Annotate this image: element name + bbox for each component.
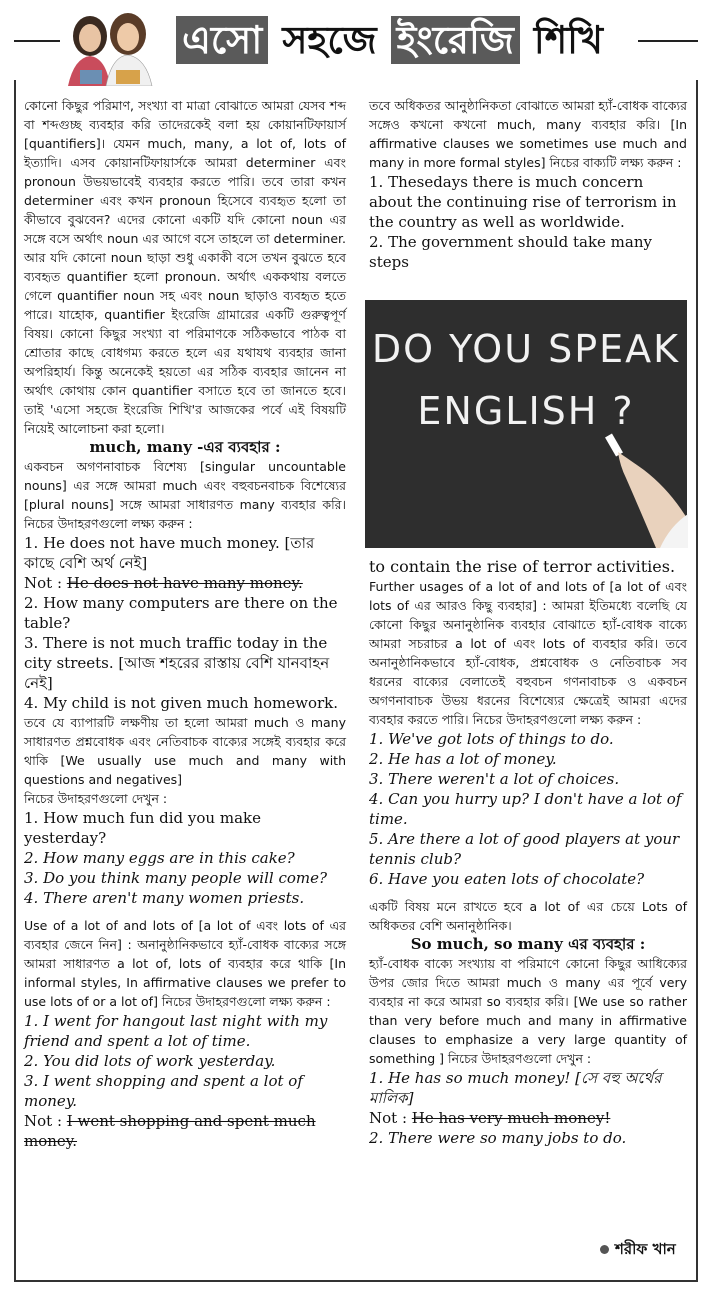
- not-example: [24, 1111, 346, 1151]
- not-label: Not :: [24, 1112, 67, 1130]
- example-item: 2. The government should take many steps: [369, 233, 652, 271]
- struck-text: He does not have many money.: [66, 574, 303, 592]
- example-item: 6. Have you eaten lots of chocolate?: [369, 870, 645, 888]
- paragraph-much-many: একবচন অগণনাবাচক বিশেষ্য [singular uncountable nouns] এর সঙ্গে আমরা much এবং বহুবচনবাচক বিশেষ্যের [plural nouns] সঙ্গে আমরা সাধারণত many ব্যবহার করি। নিচের উদাহরণগুলো লক্ষ্য করুন :: [24, 459, 346, 531]
- example-item: 2. There were so many jobs to do.: [369, 1129, 627, 1147]
- title-word-2: সহজে: [276, 16, 382, 64]
- bullet-dot-icon: [600, 1245, 609, 1254]
- paragraph-formal: তবে অধিকতর আনুষ্ঠানিকতা বোঝাতে আমরা হ্যাঁ-বোধক বাক্যের সঙ্গেও কখনো কখনো much, many ব্যবহার করি। [In affirmative clauses we sometimes use much and many in more formal styles] নিচের বাক্যটি লক্ষ্য করুন :: [369, 98, 687, 170]
- struck-text: I went shopping and spent much money.: [24, 1112, 316, 1150]
- paragraph-so-much: হ্যাঁ-বোধক বাক্যে সংখ্যায় বা পরিমাণে কোনো কিছুর আধিক্যের উপর জোর দিতে আমরা much ও many এর পূর্বে very ব্যবহার না করে আমরা so ব্যবহার করি। [We use so rather than very before much and many in affirmative clauses to emphasize a very large quantity of something ] নিচের উদাহরণগুলো দেখুন :: [369, 956, 687, 1066]
- paragraph-see-examples: নিচের উদাহরণগুলো দেখুন :: [24, 791, 168, 806]
- right-column-bottom: [369, 556, 687, 1148]
- not-label: Not :: [369, 1109, 412, 1127]
- continuation-text: to contain the rise of terror activities.: [369, 557, 676, 576]
- not-label: Not :: [24, 574, 67, 592]
- note-paragraph: একটি বিষয় মনে রাখতে হবে a lot of এর চেয়ে Lots of অধিকতর বেশি অনানুষ্ঠানিক।: [369, 899, 687, 933]
- example-item: 2. You did lots of work yesterday.: [24, 1052, 276, 1070]
- header-rule-right: [638, 40, 698, 42]
- example-item: 3. I went shopping and spent a lot of money.: [24, 1072, 303, 1110]
- example-item: 1. We've got lots of things to do.: [369, 730, 614, 748]
- subheading-much-many: much, many -এর ব্যবহার :: [89, 438, 281, 456]
- header-title: [176, 14, 609, 66]
- example-item: 3. There weren't a lot of choices.: [369, 770, 620, 788]
- chalkboard-line-1: DO YOU SPEAK: [371, 327, 681, 371]
- header: [0, 0, 711, 92]
- question-item: 3. Do you think many people will come?: [24, 869, 328, 887]
- question-item: 1. How much fun did you make yesterday?: [24, 809, 261, 847]
- example-item: 5. Are there a lot of good players at your tennis club?: [369, 830, 680, 868]
- example-item: 4. Can you hurry up? I don't have a lot of time.: [369, 790, 682, 828]
- not-example: [369, 1108, 687, 1128]
- paragraph-questions-negatives: তবে যে ব্যাপারটি লক্ষণীয় তা হলো আমরা much ও many সাধারণত প্রশ্নবোধক এবং নেতিবাচক বাক্যের সঙ্গেই ব্যবহার করে থাকি [We usually use much and many with questions and negatives]: [24, 715, 346, 787]
- example-item: 1. I went for hangout last night with my friend and spent a lot of time.: [24, 1012, 328, 1050]
- left-column: [24, 96, 346, 1151]
- author-name: শরীফ খান: [615, 1240, 676, 1258]
- struck-text: He has very much money!: [411, 1109, 611, 1127]
- example-item: 1. Thesedays there is much concern about the continuing rise of terrorism in the country as well as worldwide.: [369, 173, 677, 231]
- hand-with-chalk: [600, 430, 690, 548]
- example-item: 4. My child is not given much homework.: [24, 694, 339, 712]
- example-item: 3. There is not much traffic today in the city streets. [আজ শহরের রাস্তায় বেশি যানবাহন নেই]: [24, 634, 330, 692]
- example-item: 2. He has a lot of money.: [369, 750, 557, 768]
- header-rule-left: [14, 40, 66, 42]
- example-item: 1. He does not have much money. [তার কাছে বেশি অর্থ নেই]: [24, 534, 315, 572]
- right-column-top: [369, 96, 687, 272]
- example-item: 1. He has so much money! [সে বহু অর্থের মালিক]: [369, 1069, 662, 1107]
- title-word-1: এসো: [176, 16, 268, 64]
- subheading-so-much: So much, so many এর ব্যবহার :: [410, 935, 646, 953]
- not-example: [24, 573, 346, 593]
- chalkboard-line-2: ENGLISH ?: [417, 389, 635, 433]
- author-signature: [600, 1238, 676, 1263]
- title-word-3: ইংরেজি: [391, 16, 520, 64]
- two-girls-photo: [60, 6, 160, 86]
- paragraph-a-lot-of: Use of a lot of and lots of [a lot of এবং lots of এর ব্যবহার জেনে নিন] : অনানুষ্ঠানিকভাবে হ্যাঁ-বোধক বাক্যের সঙ্গে আমরা সাধারণত a lot of, lots of ব্যবহার করে থাকি [In informal styles, In affirmative clauses we prefer to use lots of or a lot of] নিচের উদাহরণগুলো লক্ষ্য করুন :: [24, 918, 346, 1009]
- chalkboard-text: [365, 318, 687, 442]
- paragraph-further-usages: Further usages of a lot of and lots of [a lot of এবং lots of এর আরও কিছু ব্যবহার] : আমরা ইতিমধ্যে বলেছি যে কোনো কিছুর অনানুষ্ঠানিক ব্যবহার বোঝাতে হ্যাঁ-বোধক বাক্যে আমরা সচরাচর a lot of এবং lots of ব্যবহার করি। তবে অনানুষ্ঠানিকভাবে হ্যাঁ-বোধক, প্রশ্নবোধক ও নেতিবাচক সব ধরনের বাক্যের বেলাতেই বহুবচন গণনাবাচক ও একবচন অগণনাবাচক উভয় ধরনের বিশেষ্যের ক্ষেত্রেই আমরা এদের ব্যবহার করতে পারি। নিচের উদাহরণগুলো লক্ষ্য করুন :: [369, 579, 687, 727]
- intro-paragraph: কোনো কিছুর পরিমাণ, সংখ্যা বা মাত্রা বোঝাতে আমরা যেসব শব্দ বা শব্দগুচ্ছ ব্যবহার করি তাদেরকেই বলা হয় কোয়ানটিফায়ার্স [quantifiers]। যেমন much, many, a lot of, lots of ইত্যাদি। এসব কোয়ানটিফায়ার্সকে আমরা determiner এবং pronoun উভয়ভাবেই ব্যবহার করতে পারি। তবে তারা কখন determiner এবং কখন pronoun হিসেবে ব্যবহৃত হলো তা কীভাবে বুঝবেন? এদের কোনো একটি যদি কোনো noun এর সঙ্গে বসে অর্থাৎ noun এর আগে বসে তাহলে তা determiner. আর যদি কোনো noun ছাড়া শুধু একাকী বসে তখন বুঝতে হবে ব্যবহৃত quantifier হলো pronoun. অর্থাৎ এককথায় বলতে গেলে quantifier noun সহ এবং noun ছাড়াও ব্যবহৃত হতে পারে। যাহোক, quantifier ইংরেজি গ্রামারের একটি গুরুত্বপূর্ণ বিষয়। কোনো কিছুর সংখ্যা বা পরিমাণকে সঠিকভাবে পাঠক বা শ্রোতার কাছে বোধগম্য করতে হলে এর যথাযথ ব্যবহার জানা অপরিহার্য। কিন্তু অনেকেই হয়তো এর সঠিক ব্যবহার জানেন না অর্থাৎ কোথায় কোন quantifier বসাতে হবে তা জানতে হবে। তাই 'এসো সহজে ইংরেজি শিখি'র আজকের পর্বে এই বিষয়টি নিয়েই আলোচনা করা হলো।: [24, 98, 346, 436]
- example-item: 2. How many computers are there on the table?: [24, 594, 338, 632]
- title-word-4: শিখি: [528, 16, 609, 64]
- question-item: 2. How many eggs are in this cake?: [24, 849, 295, 867]
- question-item: 4. There aren't many women priests.: [24, 889, 305, 907]
